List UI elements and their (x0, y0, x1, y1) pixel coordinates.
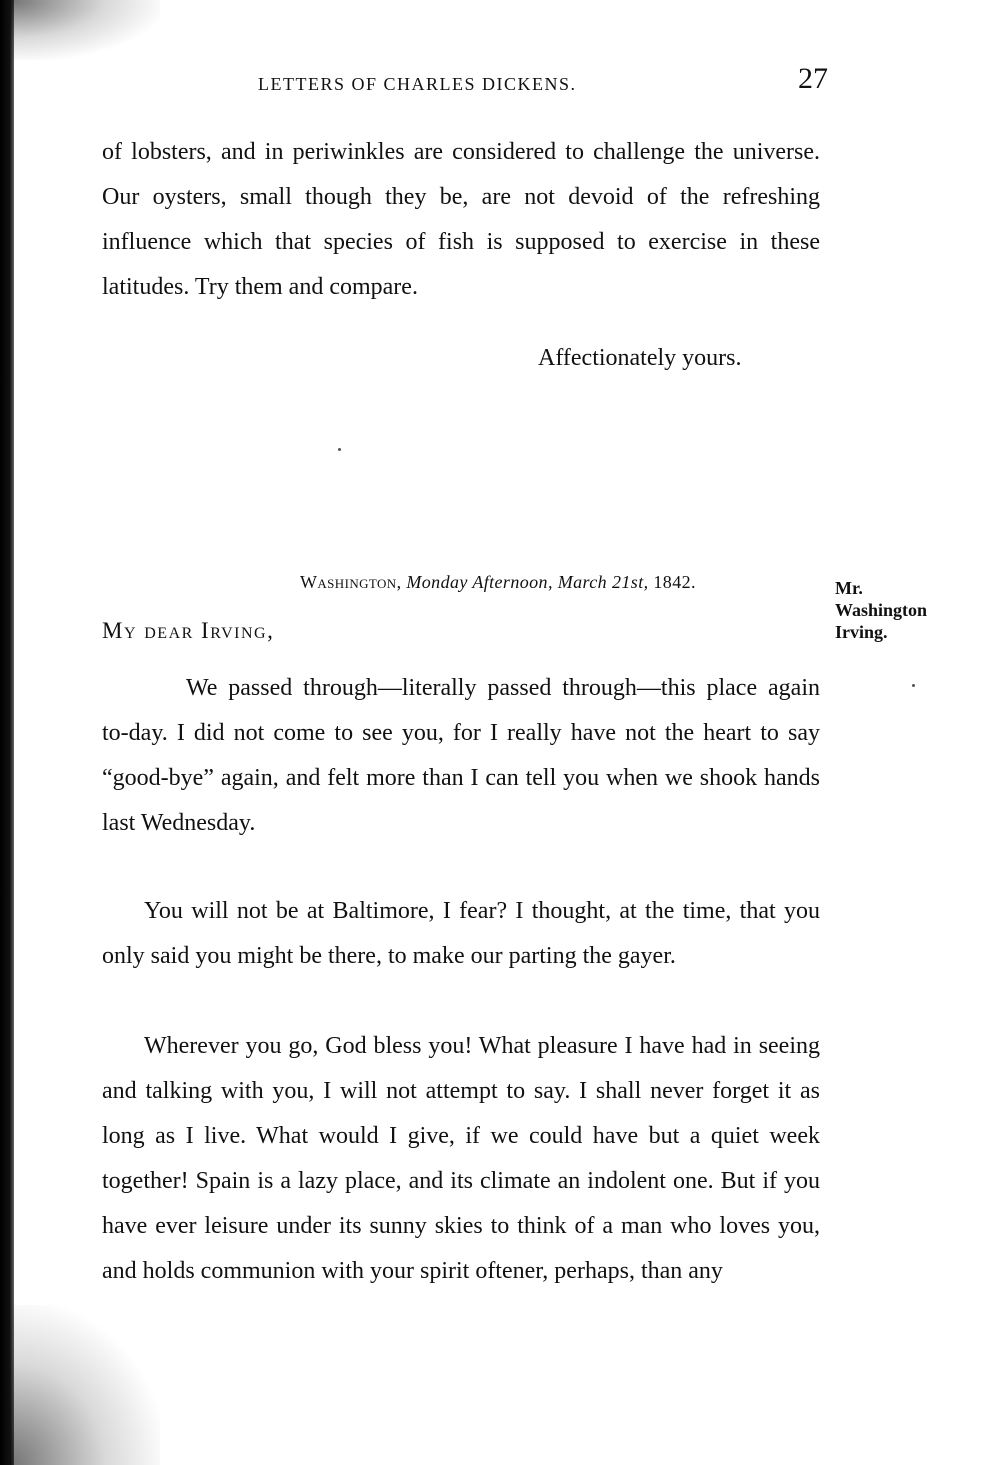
running-title: LETTERS OF CHARLES DICKENS. (258, 74, 577, 94)
dateline-year: 1842. (653, 572, 696, 592)
page-corner-shadow-bottom (10, 1305, 160, 1465)
letter-salutation: My dear Irving, (102, 618, 275, 643)
page-header (258, 62, 828, 102)
print-speck (912, 684, 915, 687)
page-binding-shadow (0, 0, 14, 1465)
letter-paragraph-3: Wherever you go, God bless you! What pleasure I have had in seeing and talking with you, I will not attempt to say. I shall never forget it as long as I live. What would I give, if we could have but a quiet week together! Spain is a lazy place, and its climate an indolent one. But if you have ever leisure under its sunny skies to think of a man who loves you, and holds communion with your spirit oftener, perhaps, than any (102, 1033, 820, 1284)
letter-continuation-paragraph: of lobsters, and in periwinkles are considered to challenge the universe. Our oysters, small though they be, are not devoid of the refreshing influence which that species of fish is supposed to exercise in these latitudes. Try them and compare. (102, 139, 820, 300)
page-number: 27 (798, 62, 828, 95)
dateline-place: Washington, (300, 572, 402, 592)
dateline-month: March (557, 572, 608, 592)
print-speck (338, 448, 341, 451)
margin-sidenote: Mr. Washington Irving. (835, 578, 928, 642)
page-corner-shadow-top (10, 0, 160, 60)
dateline-day-number: 21st, (611, 572, 649, 592)
letter-closing: Affectionately yours. (538, 345, 742, 371)
dateline-day: Monday Afternoon, (406, 572, 553, 592)
letter-paragraph-2: You will not be at Baltimore, I fear? I thought, at the time, that you only said you might be there, to make our parting the gayer. (102, 898, 820, 969)
letter-dateline (300, 572, 696, 593)
letter-paragraph-1: We passed through—literally passed through—this place again to-day. I did not come to see you, for I really have not the heart to say “good-bye” again, and felt more than I can tell you when we shook hands last Wednesday. (102, 675, 820, 836)
